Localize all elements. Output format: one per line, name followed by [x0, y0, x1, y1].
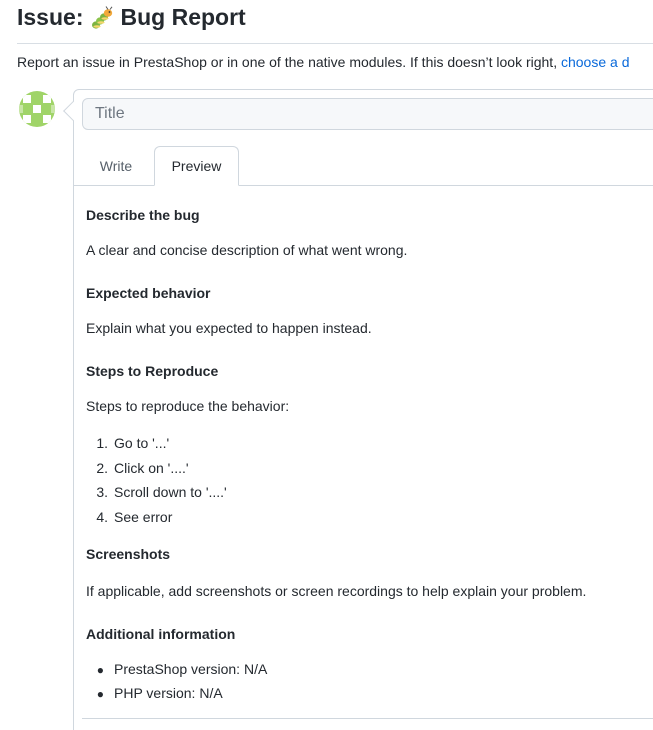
preview-bottom-divider	[82, 718, 653, 719]
title-input[interactable]	[82, 98, 653, 130]
intro-message: Report an issue in PrestaShop or in one of the native modules. If this doesn’t look right,	[17, 54, 558, 70]
heading-screenshots: Screenshots	[86, 546, 171, 562]
avatar[interactable]	[19, 91, 55, 127]
heading-additional-information: Additional information	[86, 626, 236, 642]
tab-preview[interactable]: Preview	[154, 146, 239, 186]
choose-template-link[interactable]: choose a d	[560, 54, 630, 70]
page-title	[17, 4, 246, 31]
list-item: 3. Scroll down to '....'	[96, 484, 227, 500]
heading-expected-behavior: Expected behavior	[86, 285, 211, 301]
screenshots-text: If applicable, add screenshots or screen recordings to help explain your problem.	[86, 583, 587, 599]
tab-write[interactable]: Write	[99, 158, 133, 174]
heading-steps-to-reproduce: Steps to Reproduce	[86, 363, 219, 379]
list-item: 1. Go to '...'	[96, 435, 170, 451]
expected-behavior-text: Explain what you expected to happen instead.	[86, 320, 372, 336]
title-prefix: Issue:	[17, 4, 84, 30]
steps-intro-text: Steps to reproduce the behavior:	[86, 398, 290, 414]
identicon-icon	[19, 91, 55, 127]
heading-describe-bug: Describe the bug	[86, 207, 200, 223]
caterpillar-bug-icon	[89, 5, 115, 31]
list-item: 2. Click on '....'	[96, 460, 189, 476]
intro-text	[17, 54, 629, 70]
title-divider	[17, 43, 653, 44]
list-item: ● PrestaShop version: N/A	[96, 661, 268, 677]
list-item: ● PHP version: N/A	[96, 685, 223, 701]
describe-bug-text: A clear and concise description of what went wrong.	[86, 242, 408, 258]
list-item: 4. See error	[96, 509, 173, 525]
title-text: Bug Report	[120, 4, 246, 30]
